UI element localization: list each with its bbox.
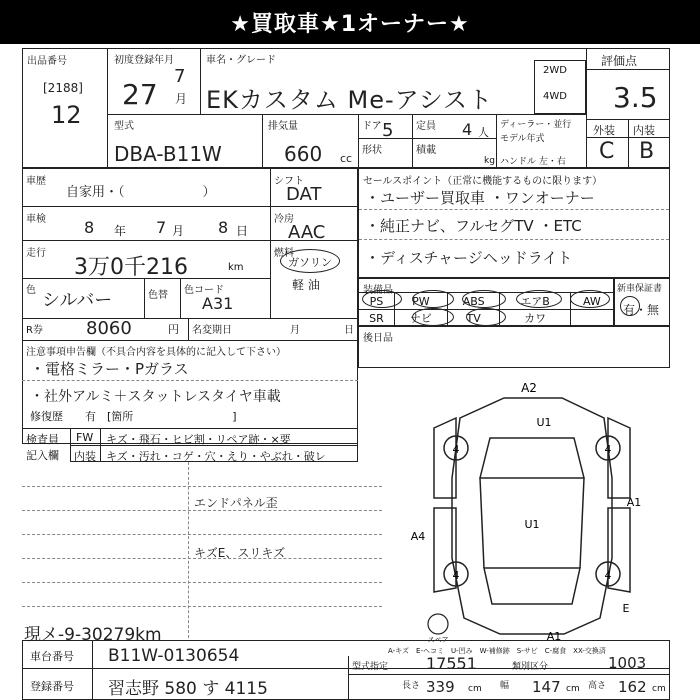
class-value: 1003 — [608, 654, 647, 672]
recycle-value: 8060 — [86, 318, 132, 339]
equip-ps: PS — [359, 293, 395, 310]
height-label: 高さ — [588, 681, 607, 691]
sales-points-block — [358, 168, 670, 278]
shape-label: 形状 — [362, 145, 382, 156]
first-reg-month-unit: 月 — [175, 92, 188, 106]
class-label: 類別区分 — [512, 662, 549, 672]
length-unit: cm — [468, 684, 482, 694]
inspection-year-unit: 年 — [114, 224, 127, 238]
note-item-2: ・社外アルミ＋スタットレスタイヤ車載 — [30, 389, 281, 405]
inspector-label-2: 記入欄 — [26, 449, 59, 462]
doors-label: ドア — [362, 121, 382, 132]
repair-history: 修復歴 有 [箇所 ] — [30, 410, 237, 423]
inspector-note-1: エンドパネル歪 — [194, 496, 278, 510]
equip-ps-circle — [362, 290, 402, 308]
load-unit: kg — [484, 156, 495, 166]
car-outline — [452, 398, 612, 634]
capacity-label: 定員 — [416, 121, 436, 132]
usage-value: 自家用・（ ） — [66, 185, 216, 200]
equip-aw-circle — [570, 290, 610, 308]
sales-point-1: ・ユーザー買取車 ・ワンオーナー — [365, 189, 595, 207]
shift-value: DAT — [286, 184, 322, 205]
registration-value: 習志野 580 す 4115 — [108, 679, 268, 699]
mileage-label: 走行 — [26, 248, 46, 259]
mark-4-fr: 4 — [604, 443, 612, 456]
model-designation-value: 17551 — [426, 654, 477, 673]
handle-label: ハンドル 左・右 — [500, 157, 566, 167]
car-name-label: 車名・グレード — [206, 55, 276, 66]
inspector-label-1: 検査員 — [26, 433, 59, 446]
capacity-value: 4 — [462, 120, 473, 139]
color-code-value: A31 — [202, 294, 234, 313]
mark-a1-right: A1 — [626, 496, 642, 509]
equip-pw-circle — [412, 290, 454, 308]
equip-aw: AW — [570, 293, 613, 310]
inspector-row-1: キズ・飛石・ヒビ割・リペア跡・×要 — [106, 433, 291, 446]
registration-label: 登録番号 — [30, 680, 74, 693]
score-label: 評価点 — [601, 54, 638, 68]
height-unit: cm — [652, 684, 666, 694]
equip-tv: TV — [447, 310, 500, 327]
color-value: シルバー — [42, 290, 113, 311]
height-value: 162 — [618, 678, 647, 696]
sales-point-3: ・ディスチャージヘッドライト — [365, 249, 573, 267]
interior-grade: B — [639, 139, 655, 164]
rear-window — [484, 568, 580, 604]
score-value: 3.5 — [613, 81, 658, 114]
chassis-label: 車台番号 — [30, 650, 74, 663]
sales-points-label: セールスポイント（正常に機能するものに限ります） — [363, 176, 603, 187]
meigi-day: 日 — [344, 325, 354, 336]
equip-navi: ナビ — [394, 310, 447, 327]
lot-count-box: [2188] — [43, 81, 83, 95]
meigi-label: 名変期日 — [192, 325, 232, 336]
first-reg-label: 初度登録年月 — [114, 55, 174, 66]
usage-label: 車歴 — [26, 176, 46, 187]
inspection-month: 7 — [156, 218, 167, 237]
equipment-label: 装備品 — [363, 285, 393, 296]
mark-4-rr: 4 — [604, 569, 612, 582]
length-label: 長さ — [402, 681, 421, 691]
mark-a4: A4 — [410, 530, 426, 543]
mileage-unit: km — [228, 262, 244, 273]
equip-sr: SR — [359, 310, 395, 327]
displacement-label: 排気量 — [268, 121, 298, 132]
mileage-value: 3万0千216 — [74, 255, 188, 280]
color-code-label: 色コード — [184, 285, 224, 296]
fuel-diesel: 軽 油 — [292, 278, 320, 292]
equip-abs: ABS — [447, 293, 500, 310]
equip-navi-circle — [412, 308, 454, 326]
displacement-value: 660 — [284, 142, 323, 166]
lot-label: 出品番号 — [27, 56, 67, 67]
inspection-day: 8 — [218, 218, 229, 237]
chassis-value: B11W-0130654 — [108, 646, 240, 666]
equip-leather: カワ — [500, 310, 570, 327]
equip-tv-circle — [466, 308, 506, 326]
inspector-row-2: キズ・汚れ・コゲ・穴・えり・やぶれ・破レ — [106, 450, 326, 463]
car-name-value: EKカスタム Me-アシスト — [206, 86, 493, 114]
capacity-unit: 人 — [478, 126, 489, 139]
car-diagram — [394, 378, 670, 644]
drive-4wd: 4WD — [543, 91, 567, 102]
mark-a1-bottom: A1 — [546, 630, 562, 643]
length-value: 339 — [426, 678, 455, 696]
mark-spare: スペア — [427, 636, 449, 644]
drive-cell — [534, 60, 586, 114]
shift-label: シフト — [274, 176, 304, 187]
first-reg-month: 7 — [174, 66, 186, 87]
back-items-block — [358, 326, 670, 368]
right-body-line — [580, 478, 584, 568]
banner-title: ★買取車★1オーナー★ — [0, 0, 700, 44]
width-value: 147 — [532, 678, 561, 696]
warranty-value: 有・無 — [623, 303, 660, 317]
interior-label: 内装 — [633, 124, 655, 137]
width-unit: cm — [566, 684, 580, 694]
ac-value: AAC — [288, 222, 326, 243]
recycle-unit: 円 — [168, 323, 179, 336]
doors-value: 5 — [382, 120, 394, 141]
spare-tire — [428, 614, 448, 634]
inspector-interior: 内装 — [74, 450, 96, 463]
ac-label: 冷房 — [274, 214, 294, 225]
warranty-yes-circle — [620, 296, 640, 316]
back-items-label: 後日品 — [363, 333, 393, 344]
lot-cell — [22, 48, 108, 168]
warranty-label: 新車保証書 — [617, 284, 663, 294]
mark-u1-center: U1 — [524, 518, 540, 531]
left-body-line — [480, 478, 484, 568]
recycle-label: R券 — [26, 325, 43, 336]
sales-point-2: ・純正ナビ、フルセグTV ・ETC — [365, 217, 582, 235]
equip-airbag-circle — [516, 290, 562, 308]
exterior-label: 外装 — [593, 124, 615, 137]
drive-2wd: 2WD — [543, 65, 567, 76]
color-label: 色 — [26, 285, 36, 296]
inspection-day-unit: 日 — [236, 224, 249, 238]
inspector-fw: FW — [76, 431, 94, 444]
equip-abs-circle — [462, 290, 506, 308]
model-designation-label: 型式指定 — [352, 662, 389, 672]
meigi-month: 月 — [290, 325, 300, 336]
equip-pw: PW — [394, 293, 447, 310]
windshield — [480, 438, 584, 478]
inspection-year: 8 — [84, 218, 95, 237]
score-cell — [586, 48, 670, 168]
width-label: 幅 — [500, 681, 510, 691]
equip-airbag: エアB — [500, 293, 570, 310]
damage-legend: A-キズ E-ヘコミ U-凹み W-補修跡 S-サビ C-腐食 XX-交換済 — [388, 647, 606, 655]
model-value: DBA-B11W — [114, 142, 222, 166]
odometer-note: 現メ-9-30279km — [24, 625, 162, 645]
mark-u1-top: U1 — [536, 416, 552, 429]
equip-blank — [570, 310, 613, 327]
color-change-label: 色替 — [148, 290, 168, 301]
load-label: 積載 — [416, 145, 436, 156]
auction-sheet — [22, 48, 700, 700]
inspector-note-2: キズE、スリキズ — [194, 546, 286, 560]
lot-number: 12 — [51, 101, 82, 129]
mark-4-rl: 4 — [452, 569, 460, 582]
mark-a2: A2 — [521, 381, 537, 395]
model-label: 型式 — [114, 121, 134, 132]
first-reg-year: 27 — [122, 78, 158, 111]
fuel-label: 燃料 — [274, 248, 294, 259]
model-year-label: モデル年式 — [500, 134, 545, 144]
notes-label: 注意事項申告欄（不具合内容を具体的に記入して下さい） — [26, 347, 286, 358]
exterior-grade: C — [599, 139, 615, 164]
displacement-unit: cc — [340, 152, 353, 165]
mark-4-fl: 4 — [452, 443, 460, 456]
mark-e: E — [622, 602, 630, 615]
inspection-month-unit: 月 — [172, 224, 185, 238]
dealer-label: ディーラー・並行 — [500, 120, 572, 130]
inspection-label: 車検 — [26, 214, 46, 225]
fuel-gasoline: ガソリン — [288, 256, 332, 269]
note-item-1: ・電格ミラー・Pガラス — [30, 360, 189, 378]
